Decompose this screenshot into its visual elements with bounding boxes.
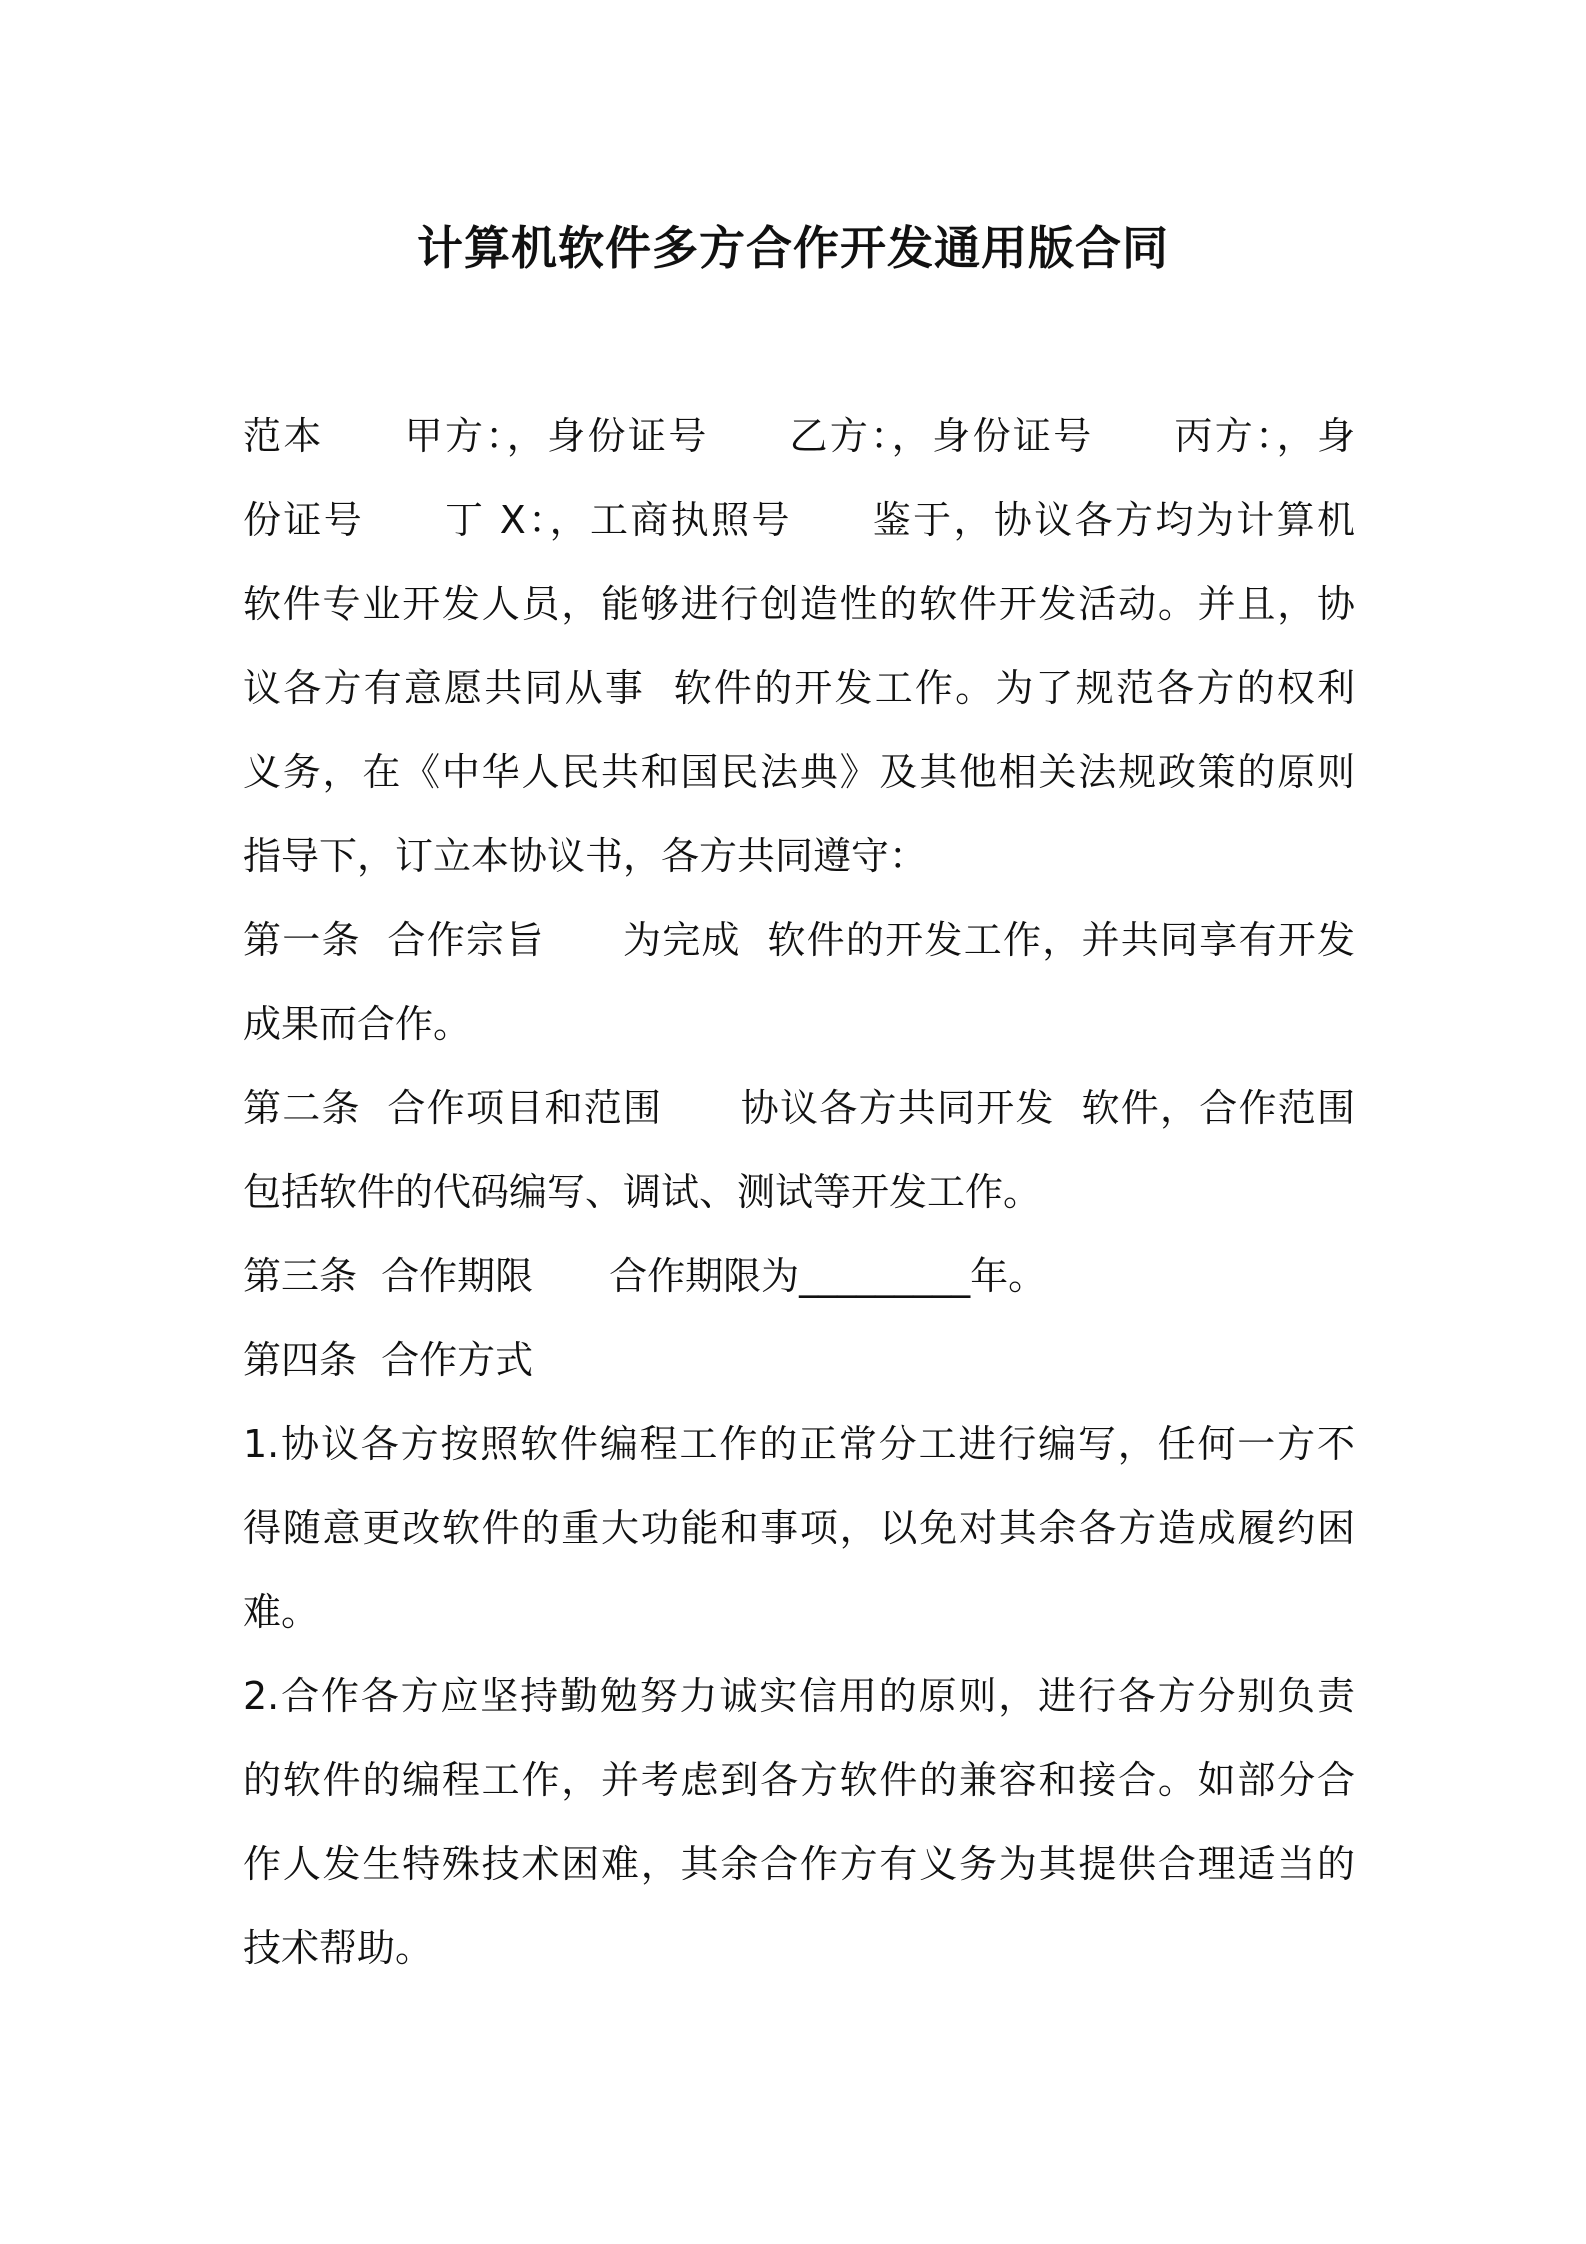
clause-line: 得随意更改软件的重大功能和事项，以免对其余各方造成履约困 (243, 1506, 1355, 1550)
clause-line: 1.协议各方按照软件编程工作的正常分工进行编写，任何一方不 (243, 1422, 1355, 1466)
clause-line: 技术帮助。 (243, 1926, 434, 1970)
body-line: 范本 甲方：，身份证号 乙方：，身份证号 丙方：，身 (243, 414, 1355, 458)
article-line: 包括软件的代码编写、调试、测试等开发工作。 (243, 1170, 1042, 1214)
article-heading: 第四条 合作方式 (243, 1338, 534, 1382)
document-title: 计算机软件多方合作开发通用版合同 (417, 221, 1169, 275)
article-line: 第一条 合作宗旨 为完成 软件的开发工作，并共同享有开发 (243, 918, 1355, 962)
clause-line: 的软件的编程工作，并考虑到各方软件的兼容和接合。如部分合 (243, 1758, 1355, 1802)
article-line: 第二条 合作项目和范围 协议各方共同开发 软件，合作范围 (243, 1086, 1355, 1130)
article-line: 第三条 合作期限 合作期限为_________年。 (243, 1254, 1047, 1298)
clause-line: 作人发生特殊技术困难，其余合作方有义务为其提供合理适当的 (243, 1842, 1355, 1886)
clause-line: 2.合作各方应坚持勤勉努力诚实信用的原则，进行各方分别负责 (243, 1674, 1355, 1718)
body-line: 义务，在《中华人民共和国民法典》及其他相关法规政策的原则 (243, 750, 1355, 794)
body-line: 议各方有意愿共同从事 软件的开发工作。为了规范各方的权利 (243, 666, 1355, 710)
body-line: 软件专业开发人员，能够进行创造性的软件开发活动。并且，协 (243, 582, 1355, 626)
clause-line: 难。 (243, 1590, 320, 1634)
article-line: 成果而合作。 (243, 1002, 472, 1046)
body-line: 指导下，订立本协议书，各方共同遵守： (243, 834, 928, 878)
body-line: 份证号 丁 X：，工商执照号 鉴于，协议各方均为计算机 (243, 498, 1355, 542)
